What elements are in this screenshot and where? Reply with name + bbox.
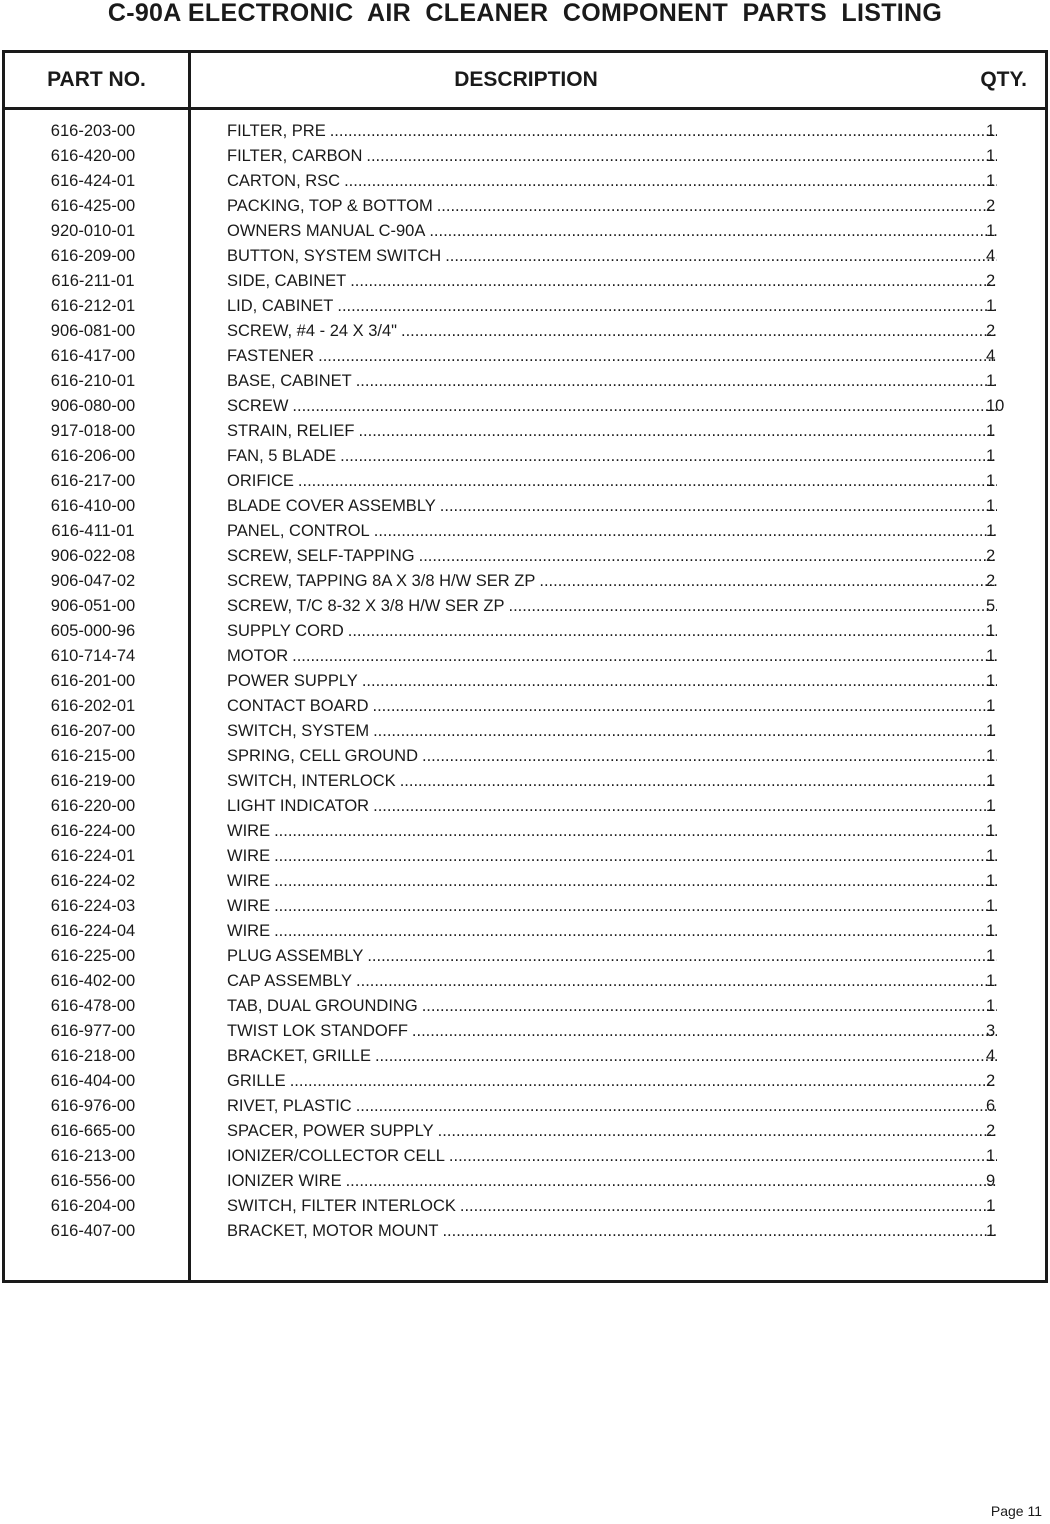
part-quantity: 1 (986, 1147, 996, 1165)
table-row (5, 1219, 1045, 1244)
parts-list (5, 119, 1045, 1244)
table-row (5, 144, 1045, 169)
table-row (5, 844, 1045, 869)
part-description: IONIZER WIRE (227, 1172, 342, 1190)
part-quantity: 1 (986, 797, 996, 815)
description-line (227, 1119, 997, 1144)
description-line (227, 244, 997, 269)
part-number: 616-201-00 (50, 672, 136, 690)
part-quantity: 1 (986, 622, 996, 640)
dot-leader (337, 294, 997, 319)
dot-leader (539, 569, 997, 594)
part-description: GRILLE (227, 1072, 286, 1090)
part-number: 616-402-00 (50, 972, 136, 990)
part-quantity: 1 (986, 122, 996, 140)
part-quantity: 2 (986, 572, 996, 590)
part-number: 616-411-01 (51, 522, 135, 540)
description-line (227, 319, 997, 344)
dot-leader (442, 1219, 997, 1244)
part-number: 906-081-00 (50, 322, 136, 340)
part-number: 616-210-01 (50, 372, 136, 390)
part-quantity: 1 (986, 1222, 996, 1240)
description-line (227, 694, 997, 719)
part-number: 616-424-01 (50, 172, 136, 190)
dot-leader (340, 444, 997, 469)
part-description: SUPPLY CORD (227, 622, 344, 640)
dot-leader (274, 844, 997, 869)
dot-leader (358, 419, 997, 444)
part-description: SIDE, CABINET (227, 272, 347, 290)
description-line (227, 1194, 997, 1219)
dot-leader (440, 494, 997, 519)
description-line (227, 919, 997, 944)
part-number: 610-714-74 (50, 647, 136, 665)
part-description: PANEL, CONTROL (227, 522, 370, 540)
part-quantity: 1 (986, 897, 996, 915)
table-row (5, 1044, 1045, 1069)
part-quantity: 6 (986, 1097, 996, 1115)
description-line (227, 169, 997, 194)
description-line (227, 194, 997, 219)
dot-leader (356, 969, 997, 994)
table-row (5, 869, 1045, 894)
part-number: 616-417-00 (50, 347, 136, 365)
table-row (5, 744, 1045, 769)
description-line (227, 544, 997, 569)
dot-leader (438, 1119, 997, 1144)
part-number: 906-080-00 (50, 397, 136, 415)
parts-table (2, 50, 1048, 1283)
part-number: 616-478-00 (50, 997, 136, 1015)
table-row (5, 1144, 1045, 1169)
dot-leader (318, 344, 997, 369)
part-description: PACKING, TOP & BOTTOM (227, 197, 433, 215)
part-number: 616-215-00 (50, 747, 136, 765)
part-description: FASTENER (227, 347, 315, 365)
table-row (5, 269, 1045, 294)
description-line (227, 944, 997, 969)
header-qty: QTY. (980, 68, 1027, 91)
table-row (5, 344, 1045, 369)
part-quantity: 1 (986, 972, 996, 990)
dot-leader (373, 794, 997, 819)
table-row (5, 569, 1045, 594)
description-line (227, 869, 997, 894)
dot-leader (375, 1044, 997, 1069)
description-line (227, 1069, 997, 1094)
description-line (227, 119, 997, 144)
description-line (227, 419, 997, 444)
dot-leader (422, 994, 997, 1019)
dot-leader (292, 644, 997, 669)
part-number: 616-224-02 (50, 872, 136, 890)
dot-leader (367, 944, 997, 969)
dot-leader (401, 319, 997, 344)
table-row (5, 1069, 1045, 1094)
description-line (227, 294, 997, 319)
dot-leader (374, 519, 997, 544)
table-row (5, 194, 1045, 219)
part-description: ORIFICE (227, 472, 294, 490)
table-row (5, 719, 1045, 744)
dot-leader (298, 469, 997, 494)
part-quantity: 2 (986, 1122, 996, 1140)
part-quantity: 9 (986, 1172, 996, 1190)
table-row (5, 1119, 1045, 1144)
part-number: 616-977-00 (50, 1022, 136, 1040)
part-quantity: 1 (986, 1197, 996, 1215)
part-number: 616-404-00 (50, 1072, 136, 1090)
table-row (5, 894, 1045, 919)
part-description: FILTER, CARBON (227, 147, 363, 165)
description-line (227, 819, 997, 844)
description-line (227, 219, 997, 244)
part-description: BUTTON, SYSTEM SWITCH (227, 247, 442, 265)
table-row (5, 769, 1045, 794)
part-quantity: 1 (986, 447, 996, 465)
dot-leader (445, 244, 997, 269)
part-description: WIRE (227, 922, 271, 940)
table-row (5, 294, 1045, 319)
part-description: POWER SUPPLY (227, 672, 358, 690)
description-line (227, 594, 997, 619)
dot-leader (274, 869, 997, 894)
part-quantity: 1 (986, 147, 996, 165)
part-description: SWITCH, FILTER INTERLOCK (227, 1197, 456, 1215)
page-title: C-90A ELECTRONIC AIR CLEANER COMPONENT PARTS LISTING (107, 0, 943, 27)
table-row (5, 169, 1045, 194)
description-line (227, 369, 997, 394)
part-description: IONIZER/COLLECTOR CELL (227, 1147, 445, 1165)
dot-leader (366, 144, 997, 169)
description-line (227, 669, 997, 694)
part-quantity: 1 (986, 947, 996, 965)
dot-leader (274, 819, 997, 844)
dot-leader (348, 619, 997, 644)
part-number: 616-204-00 (50, 1197, 136, 1215)
table-row (5, 944, 1045, 969)
dot-leader (419, 544, 997, 569)
part-description: SCREW, #4 - 24 X 3/4" (227, 322, 398, 340)
part-description: LID, CABINET (227, 297, 334, 315)
dot-leader (356, 1094, 997, 1119)
part-quantity: 2 (986, 322, 996, 340)
part-description: STRAIN, RELIEF (227, 422, 355, 440)
part-description: MOTOR (227, 647, 289, 665)
description-line (227, 719, 997, 744)
dot-leader (400, 769, 997, 794)
part-number: 917-018-00 (50, 422, 136, 440)
dot-leader (356, 369, 997, 394)
header-description: DESCRIPTION (454, 68, 598, 91)
table-row (5, 819, 1045, 844)
dot-leader (290, 1069, 997, 1094)
table-row (5, 469, 1045, 494)
table-header (5, 53, 1045, 110)
table-row (5, 444, 1045, 469)
dot-leader (362, 669, 997, 694)
part-quantity: 4 (986, 347, 996, 365)
part-number: 616-224-01 (50, 847, 136, 865)
part-number: 616-211-01 (51, 272, 135, 290)
part-number: 906-047-02 (50, 572, 136, 590)
description-line (227, 794, 997, 819)
table-row (5, 594, 1045, 619)
part-number: 616-224-00 (50, 822, 136, 840)
part-description: CAP ASSEMBLY (227, 972, 353, 990)
table-row (5, 1194, 1045, 1219)
part-number: 616-220-00 (50, 797, 136, 815)
dot-leader (350, 269, 997, 294)
part-number: 605-000-96 (50, 622, 136, 640)
description-line (227, 269, 997, 294)
description-line (227, 569, 997, 594)
description-line (227, 1094, 997, 1119)
part-description: PLUG ASSEMBLY (227, 947, 364, 965)
part-description: RIVET, PLASTIC (227, 1097, 352, 1115)
part-description: WIRE (227, 847, 271, 865)
part-number: 616-556-00 (50, 1172, 136, 1190)
table-row (5, 544, 1045, 569)
part-quantity: 1 (986, 647, 996, 665)
table-row (5, 919, 1045, 944)
dot-leader (346, 1169, 997, 1194)
description-line (227, 144, 997, 169)
part-description: CARTON, RSC (227, 172, 341, 190)
part-description: TWIST LOK STANDOFF (227, 1022, 408, 1040)
table-row (5, 669, 1045, 694)
description-line (227, 894, 997, 919)
part-quantity: 1 (986, 922, 996, 940)
part-quantity: 1 (986, 522, 996, 540)
part-description: LIGHT INDICATOR (227, 797, 370, 815)
part-quantity: 1 (986, 672, 996, 690)
part-quantity: 1 (986, 997, 996, 1015)
description-line (227, 844, 997, 869)
part-description: BASE, CABINET (227, 372, 352, 390)
part-description: SWITCH, INTERLOCK (227, 772, 396, 790)
table-row (5, 519, 1045, 544)
part-number: 616-224-04 (50, 922, 136, 940)
dot-leader (373, 719, 997, 744)
part-quantity: 4 (986, 1047, 996, 1065)
part-description: BRACKET, MOTOR MOUNT (227, 1222, 439, 1240)
part-quantity: 1 (986, 697, 996, 715)
part-number: 616-209-00 (50, 247, 136, 265)
part-number: 906-051-00 (50, 597, 136, 615)
part-description: SPACER, POWER SUPPLY (227, 1122, 434, 1140)
dot-leader (274, 894, 997, 919)
dot-leader (460, 1194, 997, 1219)
part-description: FAN, 5 BLADE (227, 447, 337, 465)
description-line (227, 994, 997, 1019)
part-quantity: 1 (986, 822, 996, 840)
part-description: BRACKET, GRILLE (227, 1047, 371, 1065)
description-line (227, 1019, 997, 1044)
part-number: 616-420-00 (50, 147, 136, 165)
part-description: WIRE (227, 822, 271, 840)
table-row (5, 119, 1045, 144)
part-number: 616-202-01 (50, 697, 136, 715)
part-number: 906-022-08 (50, 547, 136, 565)
part-description: SPRING, CELL GROUND (227, 747, 419, 765)
description-line (227, 394, 997, 419)
dot-leader (429, 219, 997, 244)
part-quantity: 1 (986, 722, 996, 740)
part-number: 616-218-00 (50, 1047, 136, 1065)
table-row (5, 219, 1045, 244)
part-quantity: 2 (986, 272, 996, 290)
part-number: 616-224-03 (50, 897, 136, 915)
part-number: 616-217-00 (50, 472, 136, 490)
table-row (5, 419, 1045, 444)
part-number: 616-212-01 (50, 297, 136, 315)
part-number: 616-219-00 (50, 772, 136, 790)
part-description: SCREW, T/C 8-32 X 3/8 H/W SER ZP (227, 597, 505, 615)
part-number: 616-213-00 (50, 1147, 136, 1165)
dot-leader (274, 919, 997, 944)
dot-leader (509, 594, 997, 619)
part-quantity: 1 (986, 497, 996, 515)
part-quantity: 2 (986, 197, 996, 215)
table-row (5, 1169, 1045, 1194)
table-row (5, 969, 1045, 994)
part-quantity: 5 (986, 597, 996, 615)
part-number: 616-203-00 (50, 122, 136, 140)
table-row (5, 694, 1045, 719)
part-quantity: 1 (986, 772, 996, 790)
part-number: 616-425-00 (50, 197, 136, 215)
description-line (227, 769, 997, 794)
table-row (5, 794, 1045, 819)
part-number: 616-410-00 (50, 497, 136, 515)
table-row (5, 1094, 1045, 1119)
part-quantity: 3 (986, 1022, 996, 1040)
description-line (227, 969, 997, 994)
part-quantity: 10 (986, 397, 1005, 415)
part-description: SWITCH, SYSTEM (227, 722, 370, 740)
part-description: WIRE (227, 872, 271, 890)
table-row (5, 369, 1045, 394)
part-quantity: 1 (986, 747, 996, 765)
description-line (227, 519, 997, 544)
dot-leader (422, 744, 997, 769)
description-line (227, 619, 997, 644)
description-line (227, 444, 997, 469)
part-quantity: 1 (986, 372, 996, 390)
description-line (227, 494, 997, 519)
table-row (5, 619, 1045, 644)
part-description: SCREW (227, 397, 289, 415)
part-quantity: 1 (986, 472, 996, 490)
table-row (5, 494, 1045, 519)
dot-leader (330, 119, 997, 144)
part-quantity: 1 (986, 872, 996, 890)
description-line (227, 1144, 997, 1169)
part-quantity: 1 (986, 172, 996, 190)
part-number: 616-665-00 (50, 1122, 136, 1140)
part-number: 616-407-00 (50, 1222, 136, 1240)
description-line (227, 1044, 997, 1069)
part-number: 616-976-00 (50, 1097, 136, 1115)
description-line (227, 1169, 997, 1194)
part-description: FILTER, PRE (227, 122, 326, 140)
part-number: 616-206-00 (50, 447, 136, 465)
part-description: CONTACT BOARD (227, 697, 369, 715)
table-row (5, 644, 1045, 669)
part-description: BLADE COVER ASSEMBLY (227, 497, 436, 515)
part-quantity: 1 (986, 847, 996, 865)
header-part-no: PART NO. (47, 68, 146, 91)
part-description: WIRE (227, 897, 271, 915)
part-description: TAB, DUAL GROUNDING (227, 997, 418, 1015)
table-row (5, 319, 1045, 344)
part-number: 616-225-00 (50, 947, 136, 965)
part-quantity: 2 (986, 547, 996, 565)
table-row (5, 394, 1045, 419)
table-row (5, 994, 1045, 1019)
part-description: SCREW, TAPPING 8A X 3/8 H/W SER ZP (227, 572, 536, 590)
dot-leader (372, 694, 997, 719)
part-description: OWNERS MANUAL C-90A (227, 222, 426, 240)
part-number: 920-010-01 (50, 222, 136, 240)
dot-leader (292, 394, 997, 419)
dot-leader (449, 1144, 997, 1169)
description-line (227, 1219, 997, 1244)
part-quantity: 4 (986, 247, 996, 265)
part-description: SCREW, SELF-TAPPING (227, 547, 415, 565)
description-line (227, 469, 997, 494)
description-line (227, 344, 997, 369)
description-line (227, 744, 997, 769)
description-line (227, 644, 997, 669)
part-number: 616-207-00 (50, 722, 136, 740)
dot-leader (344, 169, 997, 194)
table-row (5, 1019, 1045, 1044)
dot-leader (437, 194, 997, 219)
part-quantity: 2 (986, 1072, 996, 1090)
table-row (5, 244, 1045, 269)
part-quantity: 1 (986, 422, 996, 440)
part-quantity: 1 (986, 297, 996, 315)
dot-leader (412, 1019, 997, 1044)
page-number: Page 11 (990, 1503, 1042, 1519)
part-quantity: 1 (986, 222, 996, 240)
